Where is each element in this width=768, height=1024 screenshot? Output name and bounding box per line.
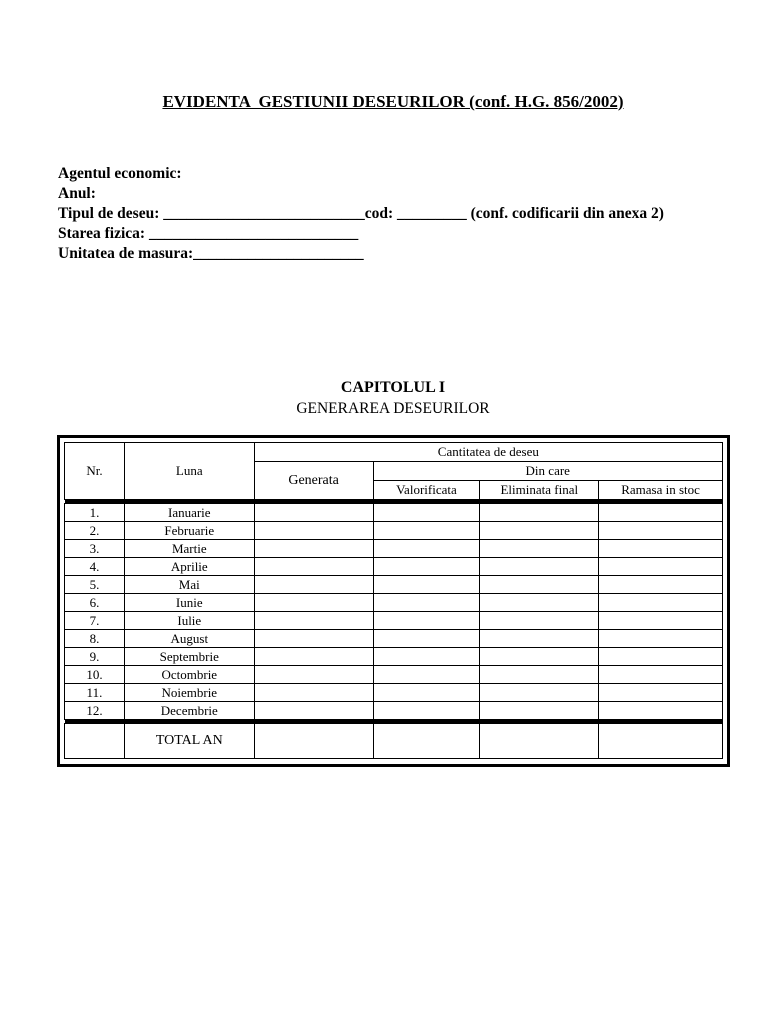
field-unitatea-masura: Unitatea de masura:______________________ (58, 245, 364, 262)
row-luna: Martie (124, 540, 254, 558)
cell-valorificata[interactable] (373, 630, 480, 648)
cell-eliminata[interactable] (480, 666, 599, 684)
chapter-subheading: GENERAREA DESEURILOR (296, 400, 490, 417)
row-luna: Iunie (124, 594, 254, 612)
total-nr-cell (65, 724, 125, 759)
cell-valorificata[interactable] (373, 594, 480, 612)
header-luna: Luna (124, 443, 254, 500)
field-starea-fizica: Starea fizica: ___________________________ (58, 225, 359, 242)
cell-ramasa[interactable] (599, 684, 723, 702)
total-row (65, 724, 723, 759)
field-agent: Agentul economic: (58, 165, 182, 182)
row-luna: Decembrie (124, 702, 254, 720)
document-title: EVIDENTA GESTIUNII DESEURILOR (conf. H.G. 856/2002) (162, 92, 624, 111)
cell-generata[interactable] (254, 558, 373, 576)
header-valorificata: Valorificata (373, 481, 480, 500)
total-valorificata[interactable] (373, 724, 480, 759)
cell-ramasa[interactable] (599, 594, 723, 612)
row-luna: Februarie (124, 522, 254, 540)
row-nr: 9. (65, 648, 125, 666)
cell-generata[interactable] (254, 540, 373, 558)
cell-eliminata[interactable] (480, 648, 599, 666)
cell-ramasa[interactable] (599, 666, 723, 684)
cell-generata[interactable] (254, 648, 373, 666)
field-anul: Anul: (58, 185, 96, 202)
header-eliminata: Eliminata final (480, 481, 599, 500)
table-row (65, 630, 723, 648)
cell-ramasa[interactable] (599, 522, 723, 540)
cell-eliminata[interactable] (480, 540, 599, 558)
cell-valorificata[interactable] (373, 648, 480, 666)
total-label: TOTAL AN (124, 724, 254, 759)
row-nr: 3. (65, 540, 125, 558)
cell-valorificata[interactable] (373, 540, 480, 558)
row-nr: 11. (65, 684, 125, 702)
cell-ramasa[interactable] (599, 576, 723, 594)
table-row (65, 522, 723, 540)
row-luna: Septembrie (124, 648, 254, 666)
row-luna: Mai (124, 576, 254, 594)
cell-valorificata[interactable] (373, 576, 480, 594)
cell-ramasa[interactable] (599, 630, 723, 648)
waste-table-frame (57, 435, 730, 767)
cell-generata[interactable] (254, 504, 373, 522)
cell-ramasa[interactable] (599, 702, 723, 720)
cell-valorificata[interactable] (373, 504, 480, 522)
row-luna: Octombrie (124, 666, 254, 684)
cell-ramasa[interactable] (599, 504, 723, 522)
cell-generata[interactable] (254, 594, 373, 612)
cell-ramasa[interactable] (599, 648, 723, 666)
row-nr: 4. (65, 558, 125, 576)
row-nr: 2. (65, 522, 125, 540)
header-nr: Nr. (65, 443, 125, 500)
row-nr: 8. (65, 630, 125, 648)
row-nr: 10. (65, 666, 125, 684)
cell-generata[interactable] (254, 522, 373, 540)
table-row (65, 666, 723, 684)
cell-generata[interactable] (254, 702, 373, 720)
total-eliminata[interactable] (480, 724, 599, 759)
cell-eliminata[interactable] (480, 558, 599, 576)
total-generata[interactable] (254, 724, 373, 759)
cell-eliminata[interactable] (480, 684, 599, 702)
cell-eliminata[interactable] (480, 522, 599, 540)
cell-valorificata[interactable] (373, 702, 480, 720)
row-nr: 6. (65, 594, 125, 612)
cell-generata[interactable] (254, 684, 373, 702)
cell-ramasa[interactable] (599, 612, 723, 630)
table-row (65, 504, 723, 522)
cell-valorificata[interactable] (373, 612, 480, 630)
waste-table (64, 442, 723, 759)
header-generata: Generata (254, 462, 373, 500)
cell-eliminata[interactable] (480, 702, 599, 720)
header-din-care: Din care (373, 462, 723, 481)
row-luna: Iulie (124, 612, 254, 630)
row-nr: 5. (65, 576, 125, 594)
cell-valorificata[interactable] (373, 558, 480, 576)
cell-eliminata[interactable] (480, 576, 599, 594)
cell-eliminata[interactable] (480, 612, 599, 630)
table-row (65, 576, 723, 594)
header-cantitate: Cantitatea de deseu (254, 443, 722, 462)
table-row (65, 558, 723, 576)
cell-eliminata[interactable] (480, 594, 599, 612)
cell-eliminata[interactable] (480, 630, 599, 648)
cell-ramasa[interactable] (599, 540, 723, 558)
table-row (65, 702, 723, 720)
cell-valorificata[interactable] (373, 666, 480, 684)
row-nr: 12. (65, 702, 125, 720)
row-luna: Ianuarie (124, 504, 254, 522)
cell-eliminata[interactable] (480, 504, 599, 522)
cell-ramasa[interactable] (599, 558, 723, 576)
table-row (65, 612, 723, 630)
header-ramasa: Ramasa in stoc (599, 481, 723, 500)
row-nr: 1. (65, 504, 125, 522)
total-ramasa[interactable] (599, 724, 723, 759)
cell-valorificata[interactable] (373, 684, 480, 702)
cell-valorificata[interactable] (373, 522, 480, 540)
row-luna: Noiembrie (124, 684, 254, 702)
row-luna: Aprilie (124, 558, 254, 576)
table-row (65, 540, 723, 558)
chapter-heading: CAPITOLUL I (340, 379, 446, 396)
cell-generata[interactable] (254, 612, 373, 630)
table-row (65, 684, 723, 702)
row-nr: 7. (65, 612, 125, 630)
cell-generata[interactable] (254, 576, 373, 594)
table-row (65, 648, 723, 666)
header-fields (58, 164, 664, 264)
table-row (65, 594, 723, 612)
field-tipul-deseu: Tipul de deseu: __________________________cod: _________ (conf. codificarii din anexa 2) (58, 205, 664, 222)
row-luna: August (124, 630, 254, 648)
cell-generata[interactable] (254, 630, 373, 648)
cell-generata[interactable] (254, 666, 373, 684)
